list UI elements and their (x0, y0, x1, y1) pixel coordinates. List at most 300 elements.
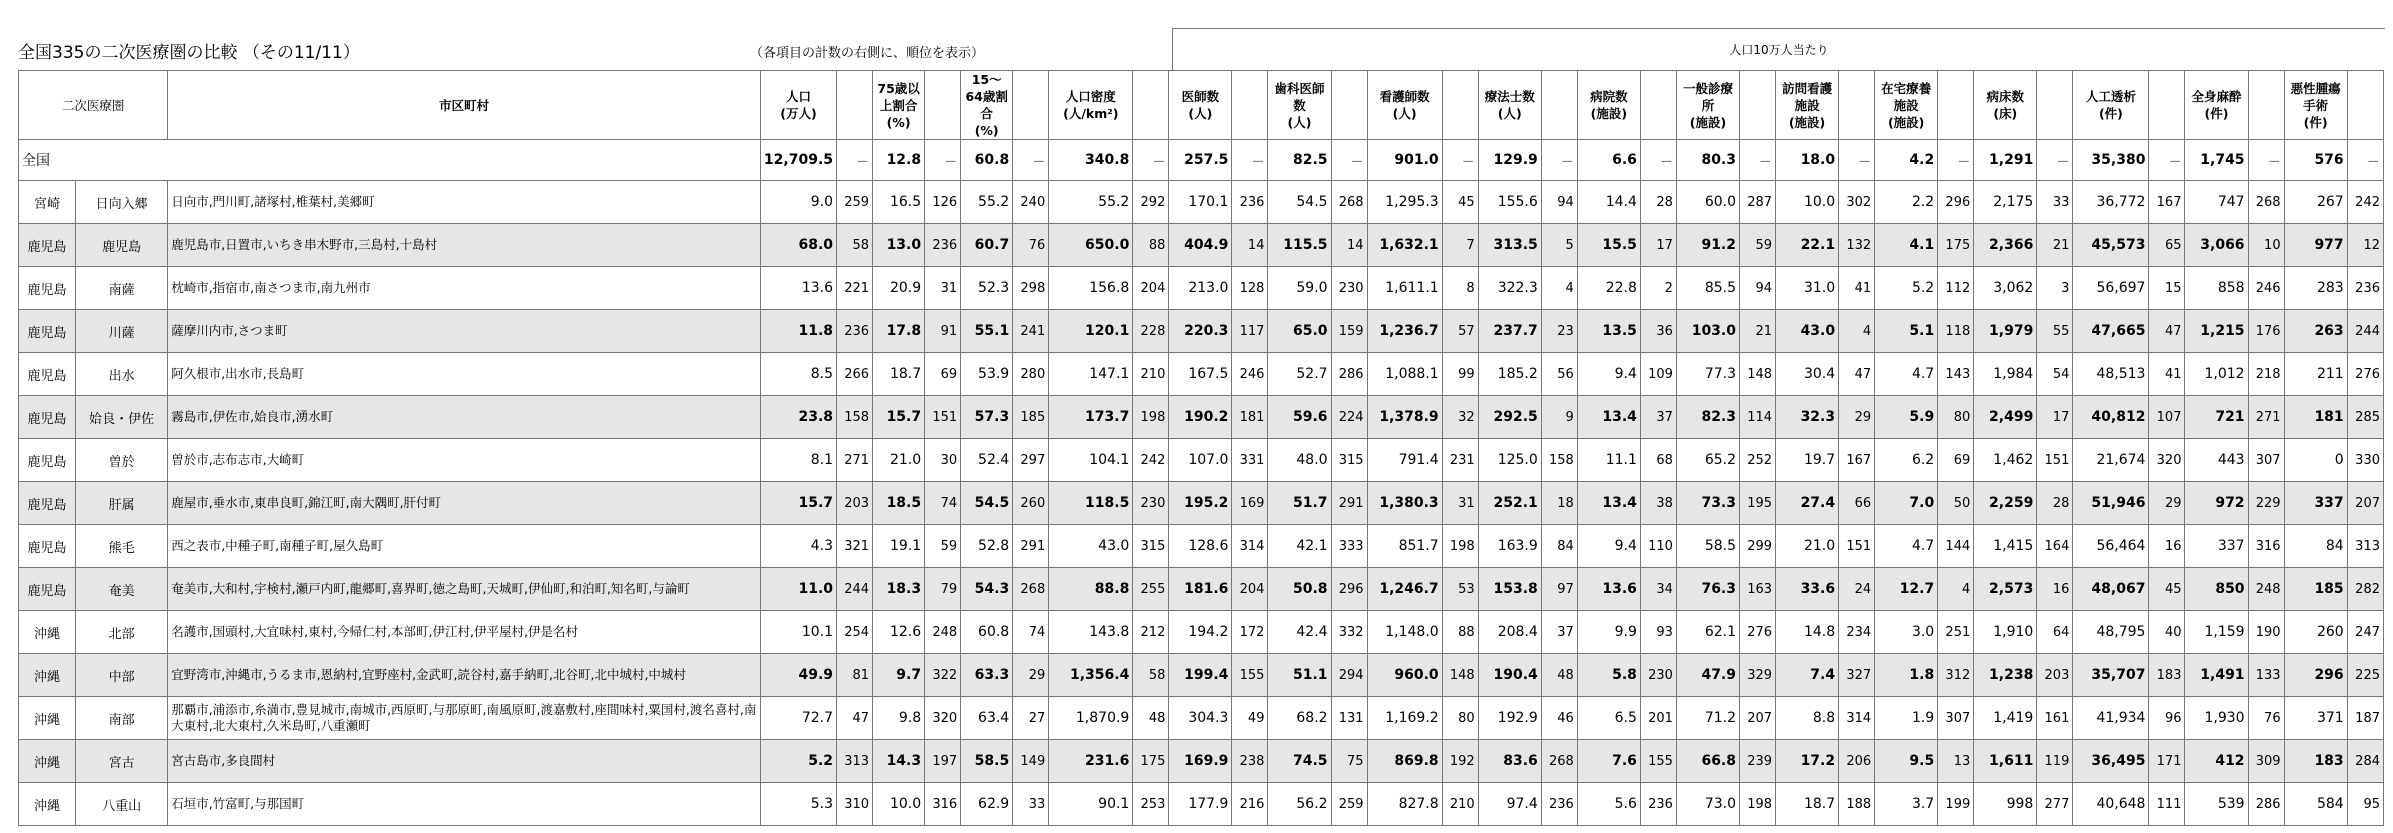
rank-cell: 29 (1013, 654, 1049, 697)
rank-cell: 280 (1013, 353, 1049, 396)
rank-cell: － (837, 140, 873, 181)
value-cell: 52.7 (1268, 353, 1331, 396)
rank-cell: 230 (1640, 654, 1676, 697)
value-cell: 49.9 (760, 654, 836, 697)
value-cell: 12.6 (873, 611, 925, 654)
value-cell: 4.3 (760, 525, 836, 568)
rank-cell: 285 (2347, 396, 2383, 439)
value-cell: 6.6 (1577, 140, 1640, 181)
rank-cell: 231 (1442, 439, 1478, 482)
rank-cell: 302 (1839, 181, 1875, 224)
value-cell: 3.0 (1875, 611, 1938, 654)
prefecture-cell: 鹿児島 (19, 310, 76, 353)
prefecture-cell: 鹿児島 (19, 439, 76, 482)
rank-cell: 315 (1331, 439, 1367, 482)
value-cell: 45,573 (2073, 224, 2149, 267)
value-cell: 82.3 (1676, 396, 1739, 439)
rank-cell: 81 (837, 654, 873, 697)
rank-cell: 309 (2248, 740, 2284, 783)
value-cell: 143.8 (1049, 611, 1133, 654)
header-metric: 歯科医師数 (人) (1268, 71, 1331, 140)
value-cell: 1,984 (1974, 353, 2037, 396)
value-cell: 55.2 (961, 181, 1013, 224)
value-cell: 791.4 (1367, 439, 1442, 482)
prefecture-cell: 鹿児島 (19, 353, 76, 396)
rank-cell: 144 (1938, 525, 1974, 568)
prefecture-cell: 鹿児島 (19, 568, 76, 611)
value-cell: 88.8 (1049, 568, 1133, 611)
value-cell: 13.4 (1577, 482, 1640, 525)
rank-cell: 298 (1013, 267, 1049, 310)
value-cell: 169.9 (1169, 740, 1232, 783)
rank-cell: 282 (2347, 568, 2383, 611)
rank-cell: 32 (1442, 396, 1478, 439)
value-cell: 181.6 (1169, 568, 1232, 611)
rank-cell: 131 (1331, 697, 1367, 740)
table-row (19, 654, 2384, 697)
value-cell: 371 (2284, 697, 2347, 740)
value-cell: 211 (2284, 353, 2347, 396)
value-cell: 190.4 (1478, 654, 1541, 697)
rank-cell: 31 (1442, 482, 1478, 525)
table-row (19, 783, 2384, 826)
rank-cell: 24 (1839, 568, 1875, 611)
header-metric: 悪性腫瘍手術 (件) (2284, 71, 2347, 140)
value-cell: 2,259 (1974, 482, 2037, 525)
value-cell: 55.1 (961, 310, 1013, 353)
rank-cell: 229 (2248, 482, 2284, 525)
rank-cell: 331 (1232, 439, 1268, 482)
value-cell: 13.6 (1577, 568, 1640, 611)
rank-cell: 277 (2037, 783, 2073, 826)
rank-cell: 254 (837, 611, 873, 654)
value-cell: 167.5 (1169, 353, 1232, 396)
value-cell: 267 (2284, 181, 2347, 224)
rank-cell: 29 (1839, 396, 1875, 439)
rank-cell: 230 (1331, 267, 1367, 310)
rank-cell: 212 (1133, 611, 1169, 654)
value-cell: 32.3 (1776, 396, 1839, 439)
value-cell: 7.4 (1776, 654, 1839, 697)
value-cell: 21.0 (873, 439, 925, 482)
rank-cell: 291 (1013, 525, 1049, 568)
rank-cell: 126 (925, 181, 961, 224)
value-cell: 977 (2284, 224, 2347, 267)
value-cell: 77.3 (1676, 353, 1739, 396)
rank-cell: 268 (1331, 181, 1367, 224)
value-cell: 10.0 (1776, 181, 1839, 224)
rank-cell: 204 (1133, 267, 1169, 310)
rank-cell: 143 (1938, 353, 1974, 396)
rank-cell: 94 (1541, 181, 1577, 224)
value-cell: 1,611.1 (1367, 267, 1442, 310)
value-cell: 55.2 (1049, 181, 1133, 224)
rank-cell: 176 (2248, 310, 2284, 353)
rank-cell: 38 (1640, 482, 1676, 525)
rank-cell: 255 (1133, 568, 1169, 611)
rank-cell: 199 (1938, 783, 1974, 826)
prefecture-cell: 宮崎 (19, 181, 76, 224)
value-cell: 5.1 (1875, 310, 1938, 353)
rank-cell: 114 (1740, 396, 1776, 439)
rank-cell: 210 (1133, 353, 1169, 396)
value-cell: 53.9 (961, 353, 1013, 396)
rank-cell: 268 (1541, 740, 1577, 783)
value-cell: 74.5 (1268, 740, 1331, 783)
rank-cell: 21 (2037, 224, 2073, 267)
value-cell: 48.0 (1268, 439, 1331, 482)
value-cell: 63.4 (961, 697, 1013, 740)
rank-cell: 27 (1013, 697, 1049, 740)
table-body (19, 140, 2384, 826)
rank-cell: － (1013, 140, 1049, 181)
rank-cell: 47 (837, 697, 873, 740)
rank-cell: 171 (2149, 740, 2185, 783)
header-rank-slot (1013, 71, 1049, 140)
rank-cell: 97 (1541, 568, 1577, 611)
rank-cell: 109 (1640, 353, 1676, 396)
value-cell: 181 (2284, 396, 2347, 439)
rank-cell: 16 (2037, 568, 2073, 611)
value-cell: 52.3 (961, 267, 1013, 310)
prefecture-cell: 沖縄 (19, 740, 76, 783)
per-capita-label (1172, 28, 2385, 70)
rank-cell: 41 (2149, 353, 2185, 396)
municipalities-cell: 那覇市,浦添市,糸満市,豊見城市,南城市,西原町,与那原町,南風原町,渡嘉敷村,座間味村,粟国村,渡名喜村,南大東村,北大東村,久米島町,八重瀬町 (168, 697, 761, 740)
value-cell: 3,066 (2185, 224, 2248, 267)
value-cell: 14.4 (1577, 181, 1640, 224)
rank-cell: 80 (1938, 396, 1974, 439)
value-cell: 1,491 (2185, 654, 2248, 697)
rank-cell: 159 (1331, 310, 1367, 353)
value-cell: 125.0 (1478, 439, 1541, 482)
value-cell: 231.6 (1049, 740, 1133, 783)
rank-cell: 228 (1133, 310, 1169, 353)
rank-cell: 187 (2347, 697, 2383, 740)
value-cell: 103.0 (1676, 310, 1739, 353)
value-cell: 58.5 (961, 740, 1013, 783)
header-metric: 医師数 (人) (1169, 71, 1232, 140)
value-cell: 4.7 (1875, 353, 1938, 396)
value-cell: 1,870.9 (1049, 697, 1133, 740)
value-cell: 18.0 (1776, 140, 1839, 181)
value-cell: 65.2 (1676, 439, 1739, 482)
rank-cell: 252 (1740, 439, 1776, 482)
rank-cell: 80 (1442, 697, 1478, 740)
value-cell: 63.3 (961, 654, 1013, 697)
header-rank-slot (925, 71, 961, 140)
rank-cell: 190 (2248, 611, 2284, 654)
rank-cell: 244 (837, 568, 873, 611)
table-row (19, 482, 2384, 525)
value-cell: 16.5 (873, 181, 925, 224)
value-cell: 9.4 (1577, 353, 1640, 396)
value-cell: 292.5 (1478, 396, 1541, 439)
rank-cell: 241 (1013, 310, 1049, 353)
header-metric: 人口 (万人) (760, 71, 836, 140)
rank-cell: 236 (1640, 783, 1676, 826)
rank-cell: 117 (1232, 310, 1268, 353)
value-cell: 1,378.9 (1367, 396, 1442, 439)
rank-cell: － (1133, 140, 1169, 181)
rank-cell: 3 (2037, 267, 2073, 310)
rank-cell: 260 (1013, 482, 1049, 525)
value-cell: 412 (2185, 740, 2248, 783)
value-cell: 22.8 (1577, 267, 1640, 310)
rank-cell: 50 (1938, 482, 1974, 525)
municipalities-cell: 石垣市,竹富町,与那国町 (168, 783, 761, 826)
value-cell: 56,464 (2073, 525, 2149, 568)
value-cell: 1,419 (1974, 697, 2037, 740)
prefecture-cell: 沖縄 (19, 611, 76, 654)
rank-cell: 216 (1232, 783, 1268, 826)
rank-cell: 132 (1839, 224, 1875, 267)
value-cell: 18.5 (873, 482, 925, 525)
value-cell: 1,979 (1974, 310, 2037, 353)
rank-cell: 18 (1541, 482, 1577, 525)
value-cell: 43.0 (1776, 310, 1839, 353)
value-cell: 443 (2185, 439, 2248, 482)
municipalities-cell: 宮古島市,多良間村 (168, 740, 761, 783)
rank-cell: 172 (1232, 611, 1268, 654)
rank-cell: 195 (1740, 482, 1776, 525)
rank-cell: 320 (2149, 439, 2185, 482)
value-cell: 59.6 (1268, 396, 1331, 439)
value-cell: 56.2 (1268, 783, 1331, 826)
value-cell: 48,067 (2073, 568, 2149, 611)
value-cell: 128.6 (1169, 525, 1232, 568)
value-cell: 80.3 (1676, 140, 1739, 181)
rank-cell: 9 (1541, 396, 1577, 439)
value-cell: 73.0 (1676, 783, 1739, 826)
prefecture-cell: 沖縄 (19, 783, 76, 826)
rank-cell: 56 (1541, 353, 1577, 396)
rank-cell: 276 (2347, 353, 2383, 396)
rank-cell: － (1541, 140, 1577, 181)
value-cell: 18.7 (873, 353, 925, 396)
rank-cell: 292 (1133, 181, 1169, 224)
rank-cell: － (1839, 140, 1875, 181)
header-metric: 15～64歳割合 (%) (961, 71, 1013, 140)
rank-cell: 88 (1442, 611, 1478, 654)
value-cell: 76.3 (1676, 568, 1739, 611)
rank-cell: 91 (925, 310, 961, 353)
rank-cell: 151 (1839, 525, 1875, 568)
value-cell: 36,495 (2073, 740, 2149, 783)
value-cell: 107.0 (1169, 439, 1232, 482)
area-cell: 奄美 (76, 568, 168, 611)
value-cell: 2,573 (1974, 568, 2037, 611)
rank-cell: 230 (1133, 482, 1169, 525)
table-row (19, 740, 2384, 783)
rank-cell: 93 (1640, 611, 1676, 654)
area-cell: 熊毛 (76, 525, 168, 568)
table-row (19, 267, 2384, 310)
rank-cell: － (1938, 140, 1974, 181)
rank-cell: 307 (2248, 439, 2284, 482)
table-row (19, 697, 2384, 740)
value-cell: 72.7 (760, 697, 836, 740)
value-cell: 5.9 (1875, 396, 1938, 439)
rank-cell: 66 (1839, 482, 1875, 525)
area-cell: 川薩 (76, 310, 168, 353)
value-cell: 23.8 (760, 396, 836, 439)
rank-cell: 23 (1541, 310, 1577, 353)
value-cell: 8.8 (1776, 697, 1839, 740)
value-cell: 0 (2284, 439, 2347, 482)
value-cell: 9.9 (1577, 611, 1640, 654)
rank-cell: 253 (1133, 783, 1169, 826)
rank-cell: 327 (1839, 654, 1875, 697)
header-rank-slot (1839, 71, 1875, 140)
header-metric: 病床数 (床) (1974, 71, 2037, 140)
value-cell: 998 (1974, 783, 2037, 826)
rank-cell: 204 (1232, 568, 1268, 611)
value-cell: 120.1 (1049, 310, 1133, 353)
value-cell: 1,745 (2185, 140, 2248, 181)
value-cell: 54.5 (1268, 181, 1331, 224)
rank-cell: 206 (1839, 740, 1875, 783)
rank-cell: 321 (837, 525, 873, 568)
rank-cell: 65 (2149, 224, 2185, 267)
value-cell: 1,012 (2185, 353, 2248, 396)
prefecture-cell: 鹿児島 (19, 224, 76, 267)
rank-cell: 244 (2347, 310, 2383, 353)
rank-cell: 29 (2149, 482, 2185, 525)
value-cell: 6.2 (1875, 439, 1938, 482)
area-cell: 出水 (76, 353, 168, 396)
value-cell: 260 (2284, 611, 2347, 654)
table-row (19, 525, 2384, 568)
rank-cell: 236 (2347, 267, 2383, 310)
rank-cell: 236 (837, 310, 873, 353)
value-cell: 304.3 (1169, 697, 1232, 740)
value-cell: 170.1 (1169, 181, 1232, 224)
value-cell: 858 (2185, 267, 2248, 310)
value-cell: 82.5 (1268, 140, 1331, 181)
rank-cell: 236 (1541, 783, 1577, 826)
rank-cell: 259 (1331, 783, 1367, 826)
value-cell: 48,795 (2073, 611, 2149, 654)
value-cell: 1.8 (1875, 654, 1938, 697)
value-cell: 15.5 (1577, 224, 1640, 267)
header-metric: 人口密度 (人/km²) (1049, 71, 1133, 140)
header-rank-slot (1640, 71, 1676, 140)
rank-cell: 218 (2248, 353, 2284, 396)
value-cell: 31.0 (1776, 267, 1839, 310)
value-cell: 18.3 (873, 568, 925, 611)
rank-cell: 37 (1640, 396, 1676, 439)
value-cell: 576 (2284, 140, 2347, 181)
value-cell: 6.5 (1577, 697, 1640, 740)
rank-cell: － (1442, 140, 1478, 181)
rank-cell: 34 (1640, 568, 1676, 611)
rank-cell: 57 (1442, 310, 1478, 353)
area-cell: 南部 (76, 697, 168, 740)
rank-cell: 4 (1541, 267, 1577, 310)
value-cell: 194.2 (1169, 611, 1232, 654)
rank-cell: 320 (925, 697, 961, 740)
rank-cell: 4 (1938, 568, 1974, 611)
value-cell: 12.7 (1875, 568, 1938, 611)
rank-cell: 99 (1442, 353, 1478, 396)
value-cell: 337 (2284, 482, 2347, 525)
rank-cell: 149 (1013, 740, 1049, 783)
value-cell: 263 (2284, 310, 2347, 353)
rank-cell: 314 (1232, 525, 1268, 568)
rank-cell: 266 (837, 353, 873, 396)
rank-cell: 37 (1541, 611, 1577, 654)
rank-cell: 296 (1938, 181, 1974, 224)
rank-cell: 169 (1232, 482, 1268, 525)
value-cell: 650.0 (1049, 224, 1133, 267)
rank-cell: 69 (1938, 439, 1974, 482)
rank-cell: 133 (2248, 654, 2284, 697)
value-cell: 1,246.7 (1367, 568, 1442, 611)
area-cell: 中部 (76, 654, 168, 697)
value-cell: 185 (2284, 568, 2347, 611)
municipalities-cell: 霧島市,伊佐市,姶良市,湧水町 (168, 396, 761, 439)
value-cell: 1,611 (1974, 740, 2037, 783)
rank-cell: 74 (925, 482, 961, 525)
rank-cell: 203 (2037, 654, 2073, 697)
rank-cell: － (2347, 140, 2383, 181)
table-row (19, 568, 2384, 611)
rank-note: （各項目の計数の右側に、順位を表示） (750, 46, 985, 61)
table-row (19, 224, 2384, 267)
value-cell: 58.5 (1676, 525, 1739, 568)
value-cell: 313.5 (1478, 224, 1541, 267)
header-rank-slot (1133, 71, 1169, 140)
header-metric: 病院数 (施設) (1577, 71, 1640, 140)
rank-cell: 148 (1740, 353, 1776, 396)
value-cell: 19.1 (873, 525, 925, 568)
header-rank-slot (1938, 71, 1974, 140)
value-cell: 1,910 (1974, 611, 2037, 654)
header-metric: 訪問看護施設 (施設) (1776, 71, 1839, 140)
rank-cell: 28 (2037, 482, 2073, 525)
rank-cell: 54 (2037, 353, 2073, 396)
value-cell: 30.4 (1776, 353, 1839, 396)
value-cell: 5.8 (1577, 654, 1640, 697)
value-cell: 85.5 (1676, 267, 1739, 310)
rank-cell: 14 (1331, 224, 1367, 267)
value-cell: 1,356.4 (1049, 654, 1133, 697)
area-cell: 宮古 (76, 740, 168, 783)
rank-cell: 40 (2149, 611, 2185, 654)
value-cell: 9.5 (1875, 740, 1938, 783)
rank-cell: 284 (2347, 740, 2383, 783)
value-cell: 22.1 (1776, 224, 1839, 267)
header-rank-slot (1331, 71, 1367, 140)
value-cell: 97.4 (1478, 783, 1541, 826)
value-cell: 147.1 (1049, 353, 1133, 396)
value-cell: 296 (2284, 654, 2347, 697)
rank-cell: 198 (1133, 396, 1169, 439)
value-cell: 8.1 (760, 439, 836, 482)
rank-cell: 315 (1133, 525, 1169, 568)
value-cell: 11.8 (760, 310, 836, 353)
value-cell: 84 (2284, 525, 2347, 568)
rank-cell: 59 (1740, 224, 1776, 267)
value-cell: 7.6 (1577, 740, 1640, 783)
value-cell: 155.6 (1478, 181, 1541, 224)
value-cell: 1,088.1 (1367, 353, 1442, 396)
rank-cell: 271 (2248, 396, 2284, 439)
value-cell: 54.5 (961, 482, 1013, 525)
header-metric: 在宅療養施設 (施設) (1875, 71, 1938, 140)
value-cell: 60.7 (961, 224, 1013, 267)
